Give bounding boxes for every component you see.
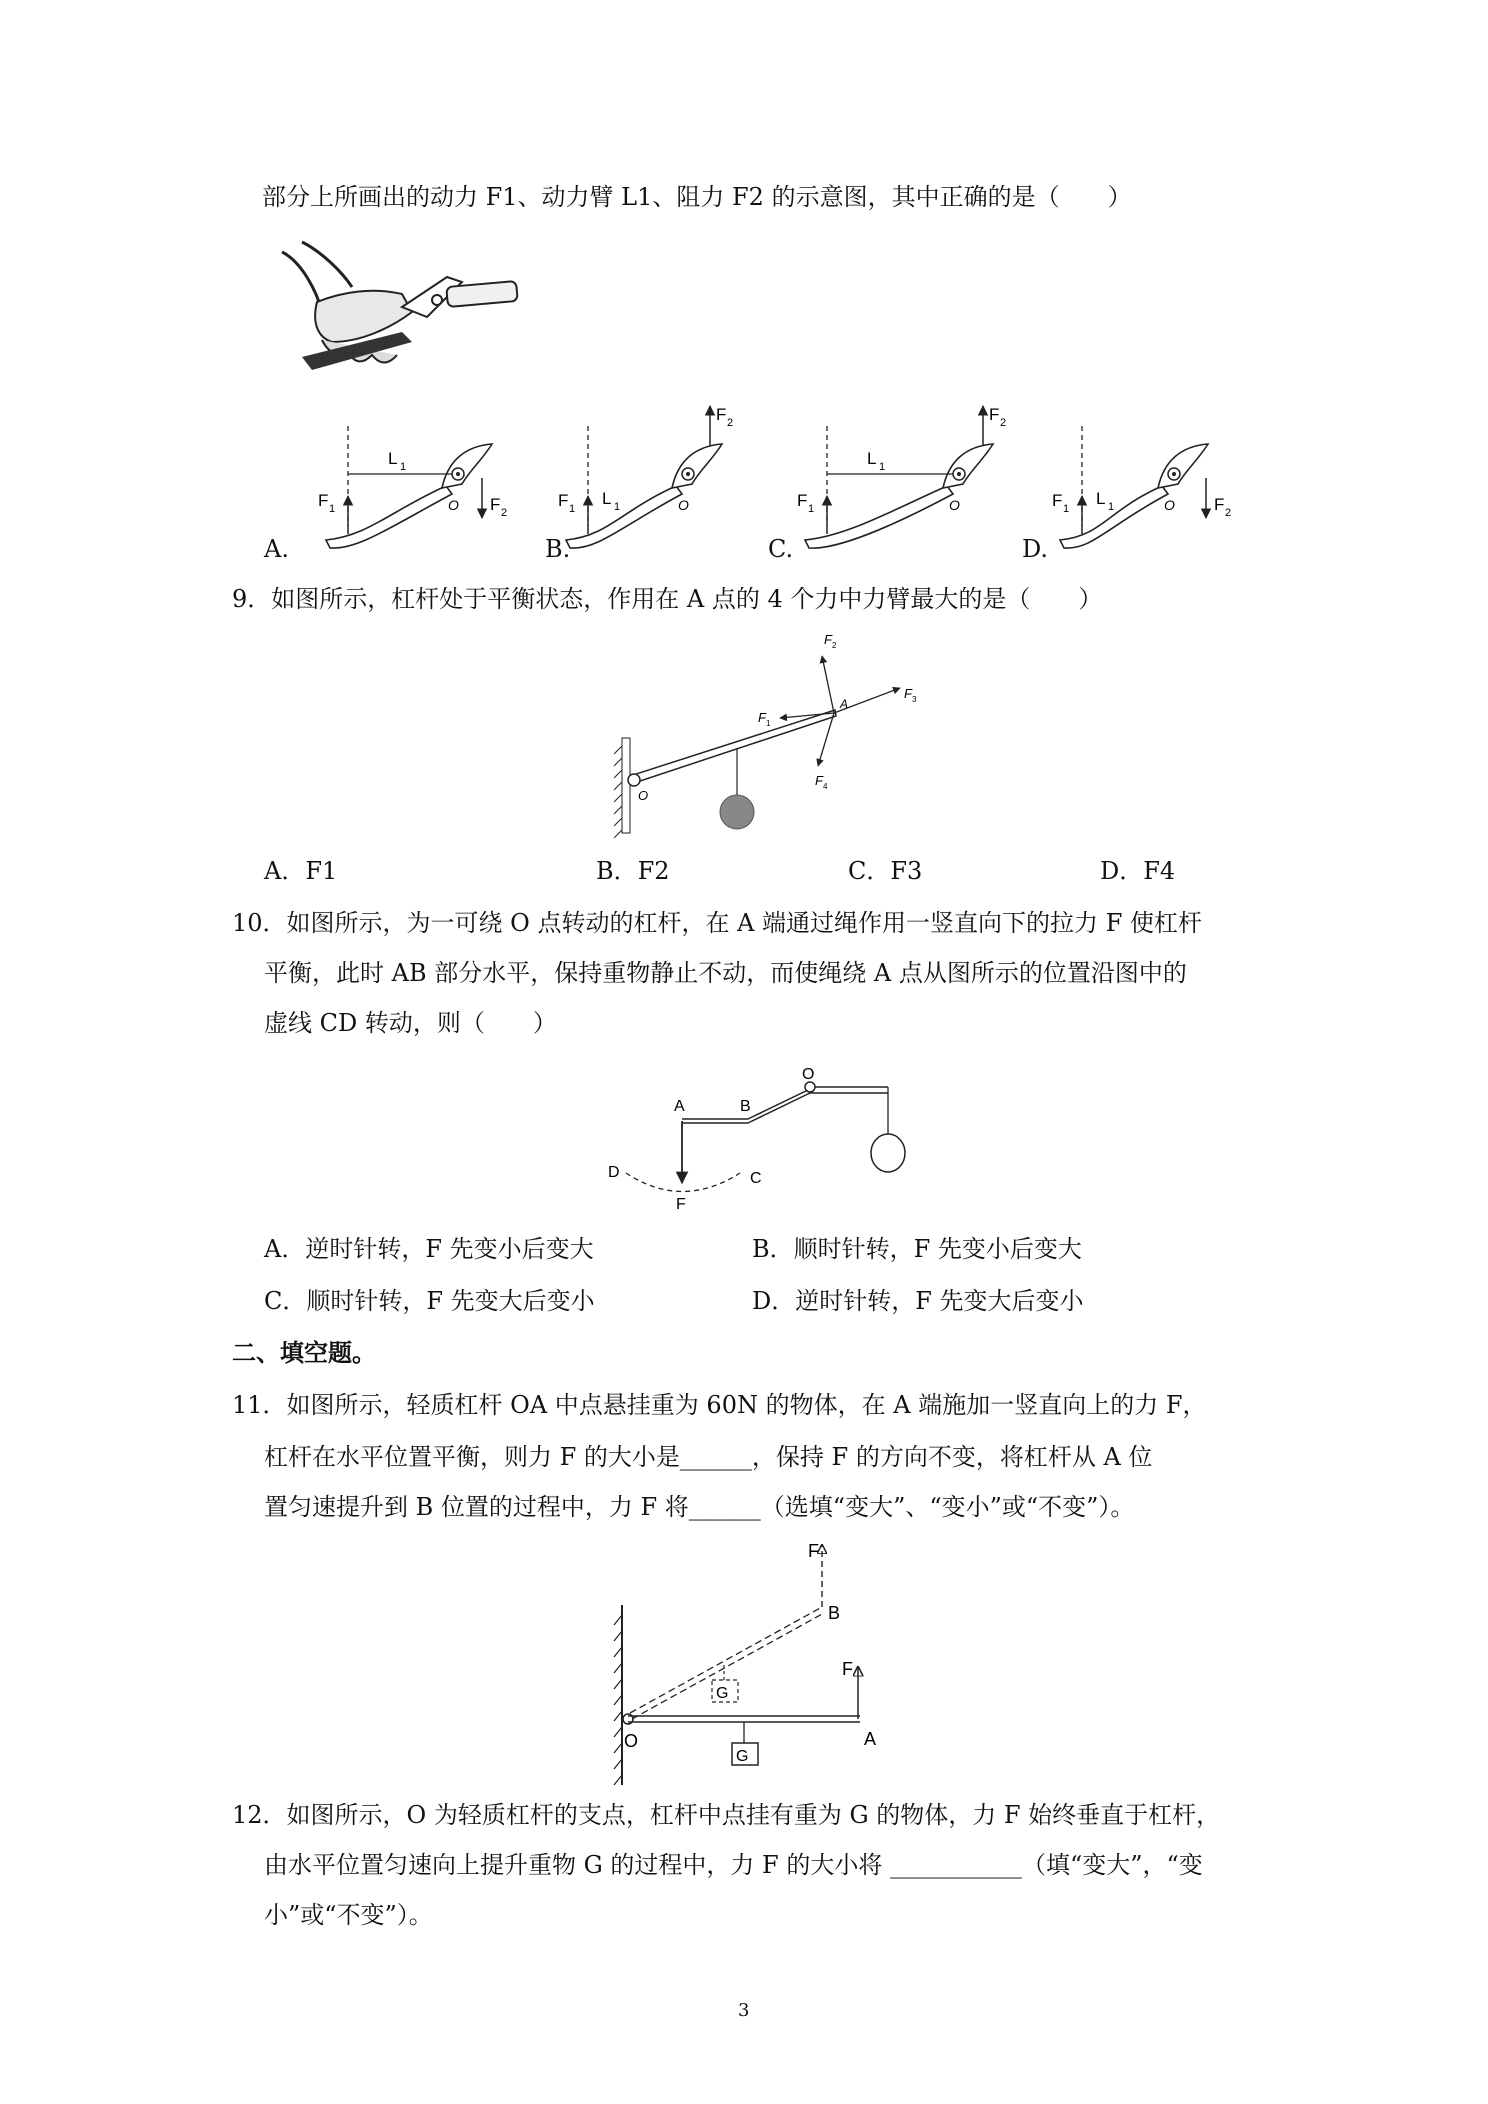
q8-figure-d — [1052, 426, 1231, 548]
q8-f1-sub: 1 — [329, 503, 336, 515]
svg-text:O: O — [802, 1066, 815, 1083]
q8-l1-label: L — [602, 489, 612, 508]
svg-text:2: 2 — [832, 641, 837, 650]
q12-stem-line-2: 由水平位置匀速向上提升重物 G 的过程中，力 F 的大小将 ___________（填“变大”，“变 — [264, 1851, 1203, 1879]
q9-option-b: B．F2 — [596, 857, 670, 885]
q8-l1-label: L — [388, 449, 398, 468]
q8-f2-sub: 2 — [1000, 417, 1007, 429]
q8-option-b: B. — [545, 535, 571, 563]
q9-figure — [610, 628, 940, 838]
svg-text:A: A — [864, 1729, 877, 1749]
q8-l1-sub: 1 — [400, 461, 407, 473]
q9-option-a: A．F1 — [264, 857, 338, 885]
svg-text:F: F — [815, 773, 823, 788]
q8-f2-label: F — [1214, 495, 1225, 514]
q9-option-c: C．F3 — [848, 857, 923, 885]
q8-pivot-label: O — [1164, 497, 1175, 513]
q8-l1-sub: 1 — [879, 461, 886, 473]
svg-text:D: D — [608, 1164, 620, 1181]
q8-l1-sub: 1 — [1108, 501, 1115, 513]
q8-f2-label: F — [716, 405, 727, 424]
hand-pliers-figure — [262, 232, 522, 382]
q10-option-a: A．逆时针转，F 先变小后变大 — [264, 1235, 594, 1263]
q10-stem-line-1: 10．如图所示，为一可绕 O 点转动的杠杆，在 A 端通过绳作用一竖直向下的拉力 F 使杠杆 — [232, 909, 1202, 937]
q8-f1-label: F — [797, 491, 808, 510]
q8-f1-label: F — [1052, 491, 1063, 510]
q8-option-c: C. — [768, 535, 794, 563]
q10-stem-line-2: 平衡，此时 AB 部分水平，保持重物静止不动，而使绳绕 A 点从图所示的位置沿图中的 — [264, 959, 1187, 987]
q10-figure — [590, 1065, 930, 1225]
svg-text:F: F — [758, 710, 766, 725]
q12-stem-line-1: 12．如图所示，O 为轻质杠杆的支点，杠杆中点挂有重为 G 的物体，力 F 始终垂直于杠杆， — [232, 1801, 1221, 1829]
svg-text:F: F — [904, 686, 912, 701]
q8-f1-sub: 1 — [569, 503, 576, 515]
svg-text:A: A — [674, 1098, 685, 1115]
svg-text:F: F — [842, 1659, 853, 1679]
q11-figure — [600, 1535, 900, 1790]
q10-option-c: C．顺时针转，F 先变大后变小 — [264, 1287, 595, 1315]
q11-stem-line-1: 11．如图所示，轻质杠杆 OA 中点悬挂重为 60N 的物体，在 A 端施加一竖直向上的力 F， — [232, 1391, 1207, 1419]
svg-text:G: G — [716, 1685, 729, 1702]
q8-f2-sub: 2 — [727, 417, 734, 429]
q8-f2-sub: 2 — [501, 507, 508, 519]
q8-option-d: D. — [1022, 535, 1049, 563]
q8-f2-label: F — [989, 405, 1000, 424]
svg-text:G: G — [736, 1748, 749, 1765]
svg-text:O: O — [624, 1731, 639, 1751]
q10-stem-line-3: 虚线 CD 转动，则（ ） — [264, 1009, 557, 1037]
q8-figure-c — [797, 405, 1006, 548]
svg-text:B: B — [740, 1098, 751, 1115]
svg-text:C: C — [750, 1170, 762, 1187]
svg-text:B: B — [828, 1603, 841, 1623]
section-heading: 二、填空题。 — [232, 1338, 376, 1367]
q8-l1-label: L — [1096, 489, 1106, 508]
q8-figure-a — [318, 426, 507, 548]
svg-text:F: F — [824, 632, 832, 647]
q8-f2-sub: 2 — [1225, 507, 1232, 519]
q8-option-a: A. — [264, 535, 289, 563]
q8-l1-label: L — [867, 449, 877, 468]
svg-text:3: 3 — [912, 695, 917, 704]
svg-text:A: A — [840, 697, 849, 711]
q11-stem-line-2: 杠杆在水平位置平衡，则力 F 的大小是______，保持 F 的方向不变，将杠杆从 A 位 — [264, 1443, 1153, 1471]
svg-text:F: F — [808, 1541, 819, 1561]
q12-stem-line-3: 小”或“不变”）。 — [264, 1901, 433, 1929]
svg-text:F: F — [676, 1196, 686, 1213]
q8-pivot-label: O — [678, 497, 689, 513]
svg-text:O: O — [638, 788, 649, 803]
q8-f1-sub: 1 — [808, 503, 815, 515]
q8-stem-line: 部分上所画出的动力 F1、动力臂 L1、阻力 F2 的示意图，其中正确的是（ ） — [262, 183, 1132, 211]
q8-l1-sub: 1 — [614, 501, 621, 513]
page-number: 3 — [738, 2000, 750, 2021]
q10-option-b: B．顺时针转，F 先变小后变大 — [752, 1235, 1082, 1263]
q8-figure-b — [558, 405, 733, 548]
q9-option-d: D．F4 — [1100, 857, 1176, 885]
q9-stem: 9．如图所示，杠杆处于平衡状态，作用在 A 点的 4 个力中力臂最大的是（ ） — [232, 585, 1103, 613]
q8-f2-label: F — [490, 495, 501, 514]
q8-f1-label: F — [558, 491, 569, 510]
q11-stem-line-3: 置匀速提升到 B 位置的过程中，力 F 将______（选填“变大”、“变小”或“不变”）。 — [264, 1493, 1135, 1521]
q8-pivot-label: O — [949, 497, 960, 513]
q8-f1-sub: 1 — [1063, 503, 1070, 515]
q10-option-d: D．逆时针转，F 先变大后变小 — [752, 1287, 1084, 1315]
svg-text:4: 4 — [823, 782, 828, 791]
q8-f1-label: F — [318, 491, 329, 510]
svg-text:1: 1 — [766, 719, 771, 728]
q8-pivot-label: O — [448, 497, 459, 513]
